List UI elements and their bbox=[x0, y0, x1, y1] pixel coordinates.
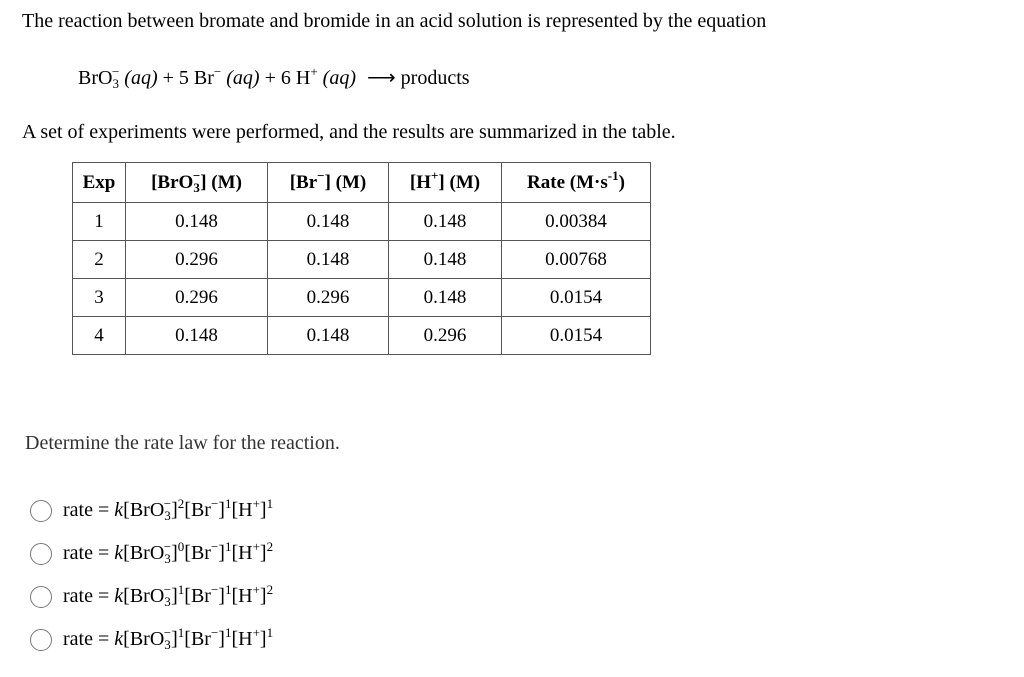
cell-bromide: 0.148 bbox=[268, 241, 389, 279]
header-exp: Exp bbox=[73, 163, 126, 203]
cell-bromide: 0.148 bbox=[268, 203, 389, 241]
experiment-table bbox=[72, 162, 651, 355]
radio-button[interactable] bbox=[30, 586, 52, 608]
table-row bbox=[73, 203, 651, 241]
header-rate: Rate $(M\cdot s^{-1})$ bbox=[502, 163, 651, 203]
cell-exp: 2 bbox=[73, 241, 126, 279]
cell-hydrogen: 0.148 bbox=[389, 203, 502, 241]
answer-option-2[interactable] bbox=[30, 532, 273, 575]
table-row bbox=[73, 241, 651, 279]
option-label: rate = $k[BrO_3^-]^0[Br^-]^1[H^+]^2$ bbox=[63, 539, 274, 566]
cell-bromate: 0.148 bbox=[126, 203, 268, 241]
radio-button[interactable] bbox=[30, 500, 52, 522]
option-label: rate = $k[BrO_3^-]^1[Br^-]^1[H^+]^2$ bbox=[63, 582, 274, 609]
table-row bbox=[73, 317, 651, 355]
intro-text: The reaction between bromate and bromide in an acid solution is represented by the equation bbox=[22, 10, 767, 32]
option-label: rate = $k[BrO_3^-]^2[Br^-]^1[H^+]^1$ bbox=[63, 496, 274, 523]
cell-bromide: 0.148 bbox=[268, 317, 389, 355]
cell-bromide: 0.296 bbox=[268, 279, 389, 317]
cell-hydrogen: 0.296 bbox=[389, 317, 502, 355]
cell-hydrogen: 0.148 bbox=[389, 241, 502, 279]
header-bromide: [Br−] (M) bbox=[268, 163, 389, 203]
cell-hydrogen: 0.148 bbox=[389, 279, 502, 317]
cell-rate: 0.00384 bbox=[502, 203, 651, 241]
header-bromate: [BrO$_3$−] (M) bbox=[126, 163, 268, 203]
cell-rate: 0.00768 bbox=[502, 241, 651, 279]
radio-button[interactable] bbox=[30, 629, 52, 651]
table-header-row bbox=[73, 163, 651, 203]
option-label: rate = $k[BrO_3^-]^1[Br^-]^1[H^+]^1$ bbox=[63, 625, 274, 652]
answer-option-4[interactable] bbox=[30, 618, 273, 661]
cell-rate: 0.0154 bbox=[502, 317, 651, 355]
table-row bbox=[73, 279, 651, 317]
cell-bromate: 0.296 bbox=[126, 241, 268, 279]
cell-bromate: 0.296 bbox=[126, 279, 268, 317]
cell-exp: 1 bbox=[73, 203, 126, 241]
reaction-equation: BrO$_3$− (aq) + 5 Br− (aq) + 6 H+ (aq) ⟶ products bbox=[78, 64, 470, 91]
cell-exp: 3 bbox=[73, 279, 126, 317]
answer-options bbox=[30, 489, 273, 661]
radio-button[interactable] bbox=[30, 543, 52, 565]
cell-exp: 4 bbox=[73, 317, 126, 355]
answer-option-3[interactable] bbox=[30, 575, 273, 618]
answer-option-1[interactable] bbox=[30, 489, 273, 532]
cell-rate: 0.0154 bbox=[502, 279, 651, 317]
intro-text-table: A set of experiments were performed, and the results are summarized in the table. bbox=[22, 121, 676, 143]
cell-bromate: 0.148 bbox=[126, 317, 268, 355]
header-hydrogen: [H+] (M) bbox=[389, 163, 502, 203]
question-text: Determine the rate law for the reaction. bbox=[25, 432, 340, 454]
